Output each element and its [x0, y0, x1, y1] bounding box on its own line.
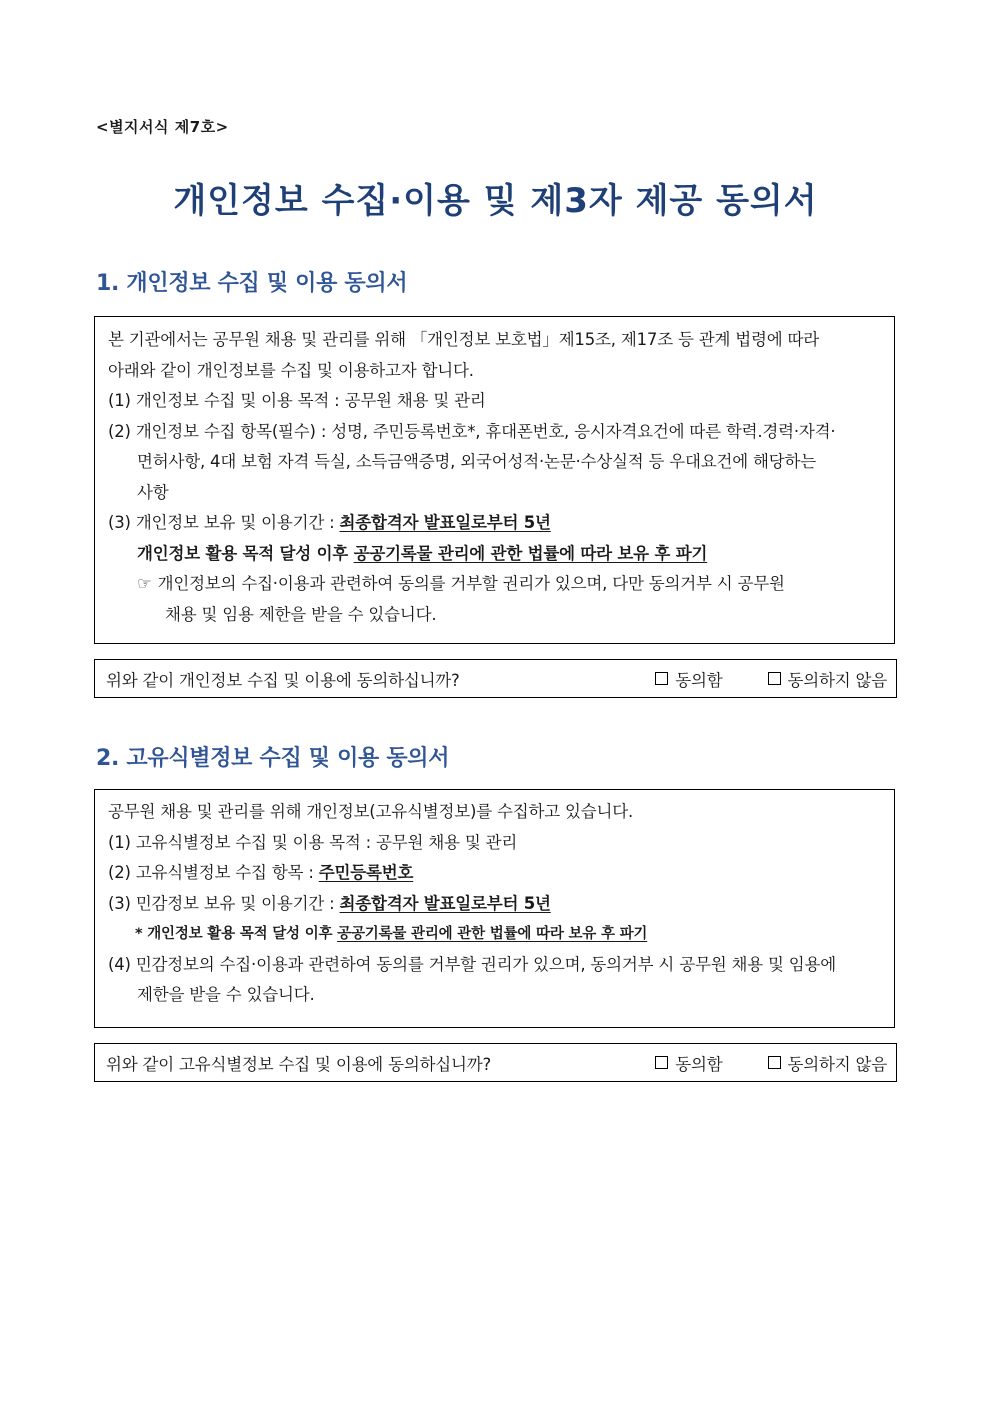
section2-note-law: 공공기록물 관리에 관한 법률에 따라 보유 후 파기	[337, 926, 648, 942]
agree-label: 동의함	[675, 1054, 723, 1074]
section1-disagree-option[interactable]	[768, 667, 887, 691]
section2-consent-row	[94, 1043, 897, 1082]
section1-item3	[108, 508, 881, 539]
document-title: 개인정보 수집·이용 및 제3자 제공 동의서	[173, 181, 818, 221]
agree-checkbox[interactable]	[655, 1056, 668, 1069]
disagree-label: 동의하지 않음	[787, 670, 887, 690]
section2-consent-question: 위와 같이 고유식별정보 수집 및 이용에 동의하십니까?	[106, 1054, 492, 1074]
agree-checkbox[interactable]	[655, 672, 668, 685]
section2-item4-line1: (4) 민감정보의 수집·이용과 관련하여 동의를 거부할 권리가 있으며, 동의거부 시 공무원 채용 및 임용에	[108, 954, 837, 974]
section1-retention-note	[108, 539, 881, 570]
section2-item2-label: (2) 고유식별정보 수집 항목 :	[108, 863, 319, 882]
section2-intro: 공무원 채용 및 관리를 위해 개인정보(고유식별정보)를 수집하고 있습니다.	[108, 802, 634, 821]
section2-retention-period: 최종합격자 발표일로부터 5년	[339, 893, 551, 913]
section2-item4-line2: 제한을 받을 수 있습니다.	[137, 985, 315, 1004]
pointing-hand-icon: ☞	[137, 574, 152, 593]
disagree-checkbox[interactable]	[768, 672, 781, 685]
section2-item2-value: 주민등록번호	[318, 863, 414, 882]
form-number: <별지서식 제7호>	[96, 118, 229, 136]
section2-item2	[108, 858, 881, 889]
section2-agree-option[interactable]	[655, 1051, 722, 1075]
section2-content-box	[94, 789, 895, 1028]
section1-retention-period: 최종합격자 발표일로부터 5년	[339, 513, 551, 532]
section1-intro-line1: 본 기관에서는 공무원 채용 및 관리를 위해 「개인정보 보호법」제15조, 제17조 등 관계 법령에 따라	[108, 330, 820, 349]
section2-heading: 2. 고유식별정보 수집 및 이용 동의서	[96, 746, 450, 771]
section2-item1: (1) 고유식별정보 수집 및 이용 목적 : 공무원 채용 및 관리	[108, 832, 518, 852]
disagree-label: 동의하지 않음	[787, 1054, 887, 1074]
section1-agree-option[interactable]	[655, 667, 722, 691]
section1-retention-law: 공공기록물 관리에 관한 법률에 따라 보유 후 파기	[353, 543, 708, 563]
section2-item3-label: (3) 민감정보 보유 및 이용기간 :	[108, 893, 340, 913]
section1-notice-line2: 채용 및 임용 제한을 받을 수 있습니다.	[165, 604, 437, 624]
disagree-checkbox[interactable]	[768, 1056, 781, 1069]
section2-disagree-option[interactable]	[768, 1051, 887, 1075]
section1-content-box	[94, 316, 895, 644]
section1-notice-line1	[108, 569, 881, 600]
agree-label: 동의함	[675, 670, 723, 690]
section2-retention-note	[108, 919, 881, 950]
section1-item2-line2: 면허사항, 4대 보험 자격 득실, 소득금액증명, 외국어성적·논문·수상실적 등 우대요건에 해당하는	[137, 452, 817, 471]
section2-note-prefix: * 개인정보 활용 목적 달성 이후	[135, 926, 338, 942]
section1-item2-line3: 사항	[137, 482, 169, 502]
section1-intro-line2: 아래와 같이 개인정보를 수집 및 이용하고자 합니다.	[108, 360, 474, 380]
section1-consent-row	[94, 659, 897, 698]
section1-consent-question: 위와 같이 개인정보 수집 및 이용에 동의하십니까?	[106, 670, 460, 690]
section1-item3-label: (3) 개인정보 보유 및 이용기간 :	[108, 513, 340, 532]
section1-retention-prefix: 개인정보 활용 목적 달성 이후	[137, 543, 354, 563]
section1-item2-line1: (2) 개인정보 수집 항목(필수) : 성명, 주민등록번호*, 휴대폰번호, 응시자격요건에 따른 학력.경력·자격·	[108, 421, 836, 441]
section1-heading: 1. 개인정보 수집 및 이용 동의서	[96, 271, 408, 296]
section1-item1: (1) 개인정보 수집 및 이용 목적 : 공무원 채용 및 관리	[108, 391, 486, 410]
section1-notice-text: 개인정보의 수집·이용과 관련하여 동의를 거부할 권리가 있으며, 다만 동의거부 시 공무원	[157, 574, 785, 593]
section2-item3	[108, 889, 881, 920]
